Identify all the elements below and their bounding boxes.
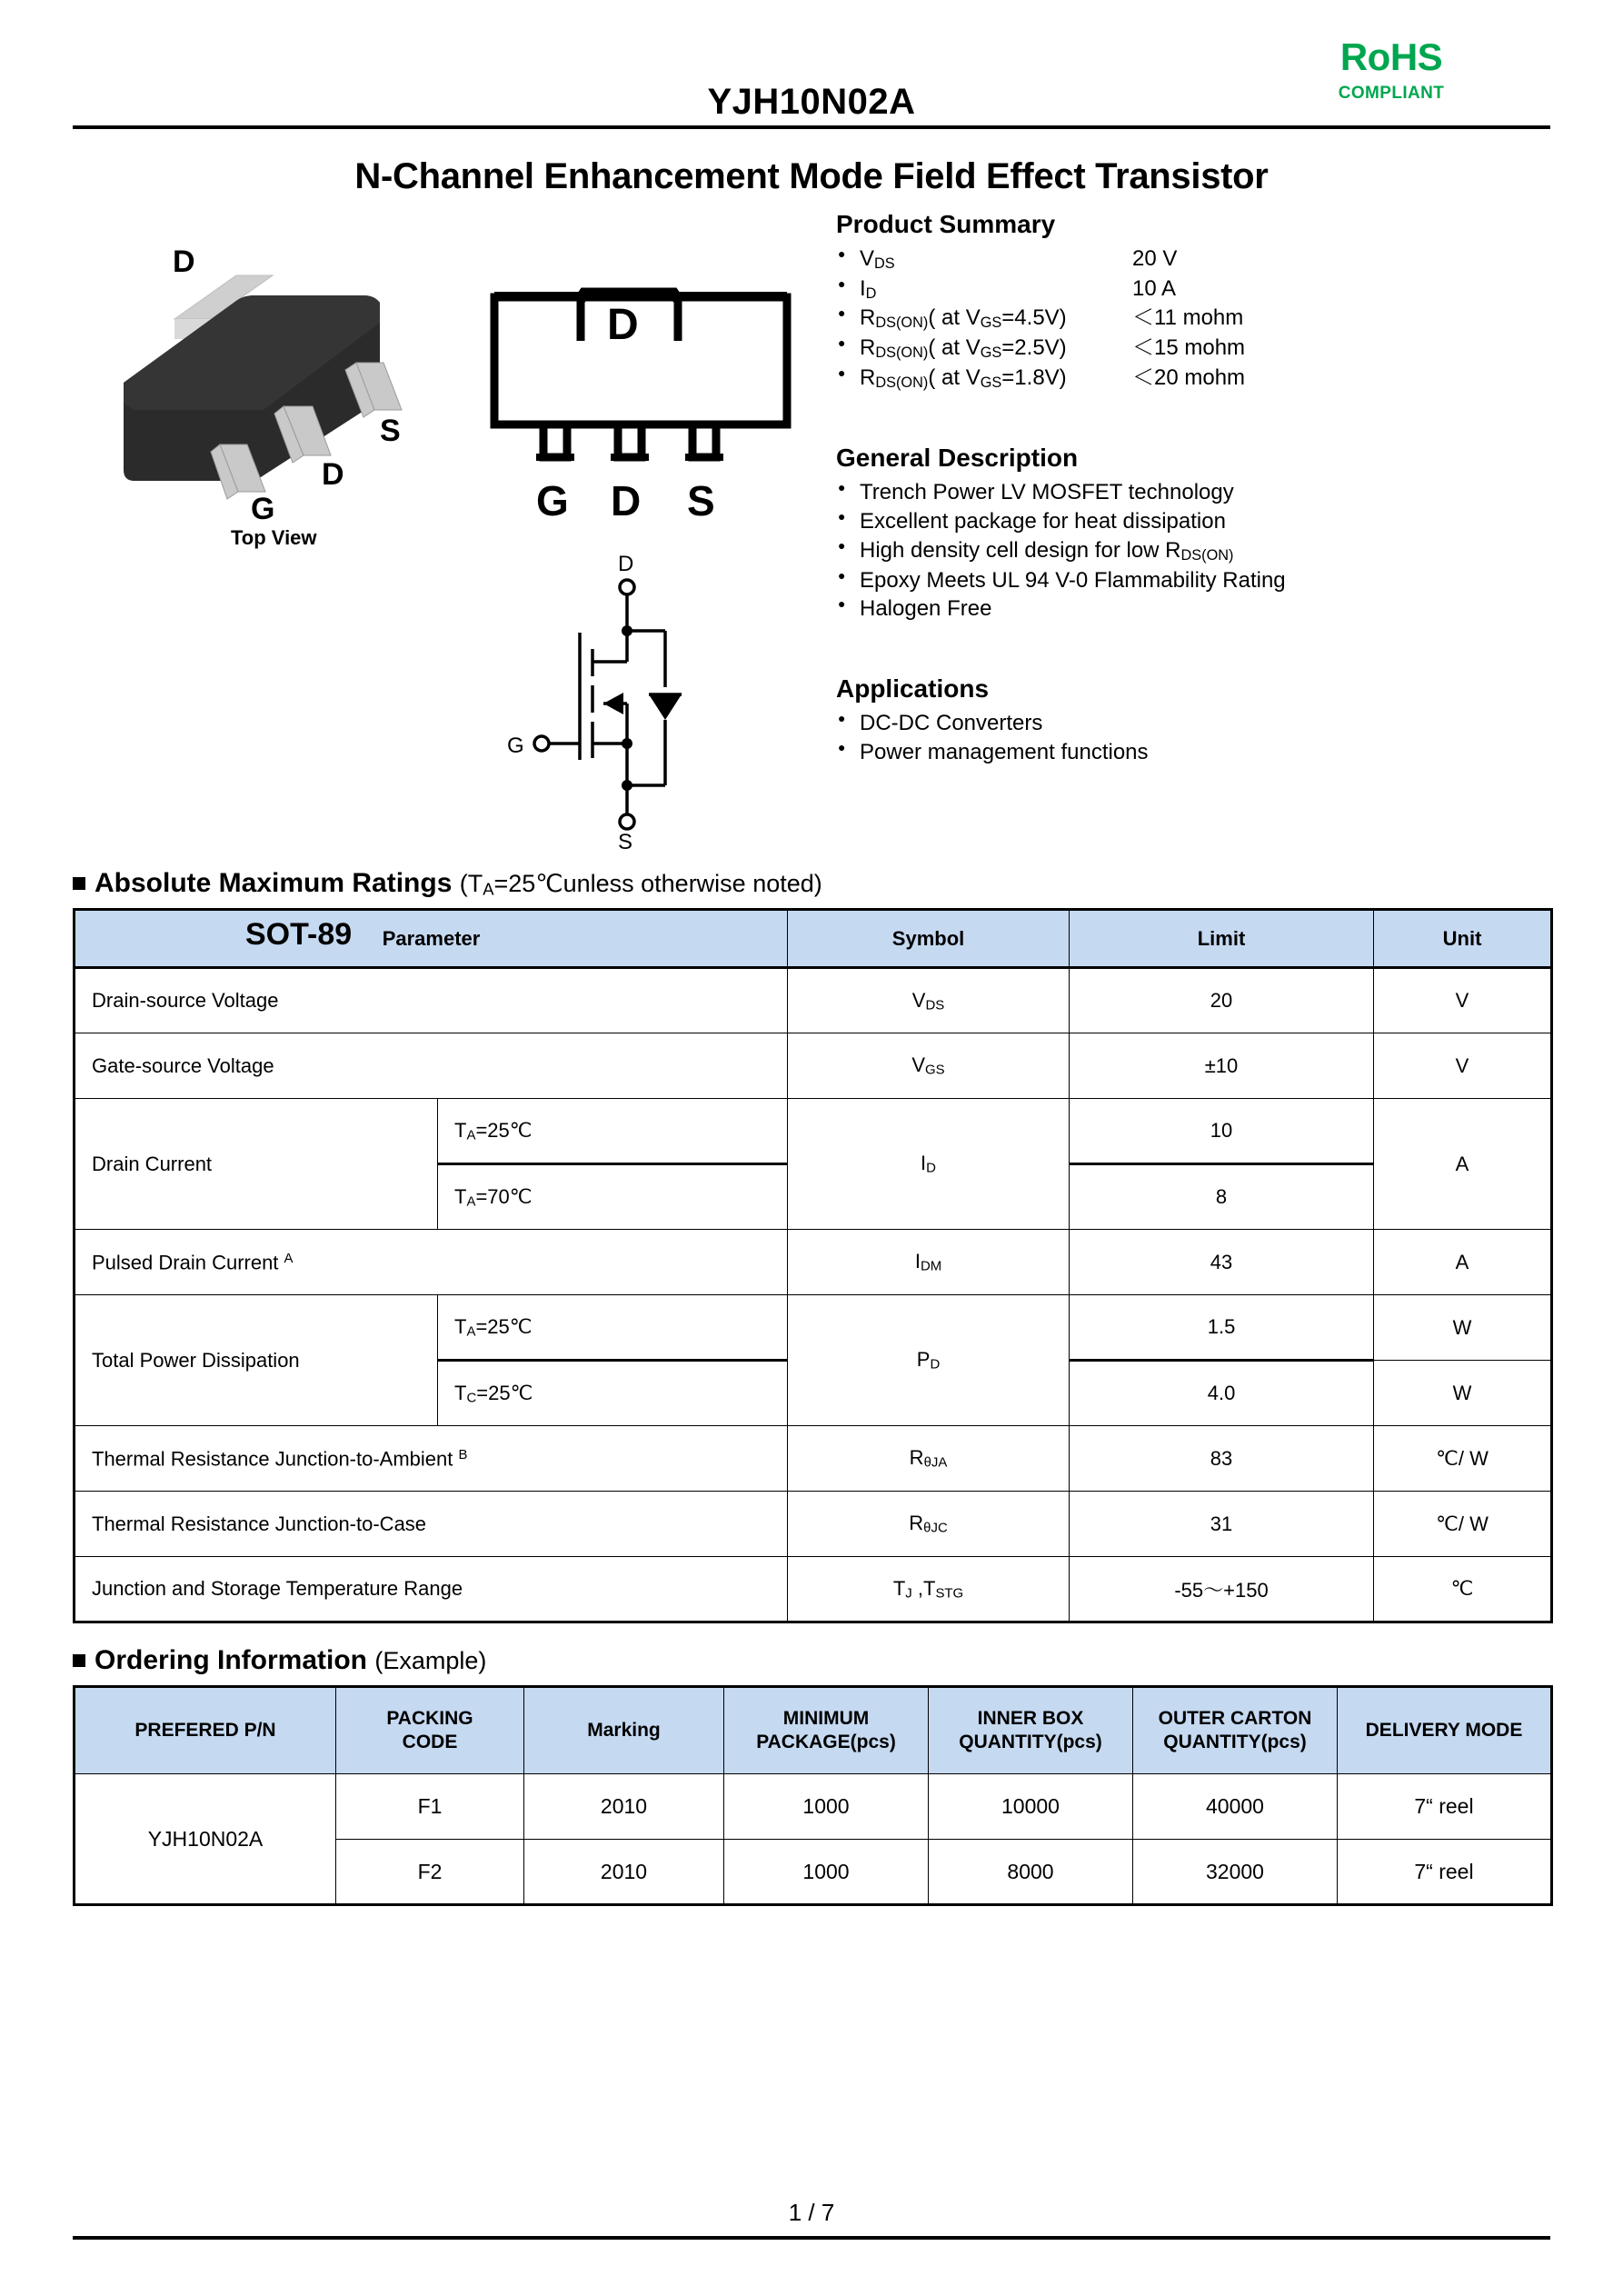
column-header-prefered-pn: PREFERED P/N: [75, 1687, 336, 1774]
table-row: [75, 1492, 1552, 1557]
list-item: ● High density cell design for low $R_{DS(ON)}$: [836, 536, 1545, 566]
svg-text:G: G: [251, 492, 275, 526]
cell-limit: ±10: [1070, 1033, 1374, 1099]
ordering-information-heading: [73, 1645, 1550, 1676]
cell-limit: 4.0: [1070, 1361, 1374, 1426]
cell-parameter: Drain Current: [75, 1099, 438, 1230]
cell-marking: 2010: [524, 1840, 724, 1905]
cell-unit: A: [1374, 1099, 1552, 1230]
cell-packing-code: F2: [336, 1840, 524, 1905]
page-number: 1 / 7: [788, 2199, 835, 2226]
absolute-maximum-ratings-table: [73, 908, 1553, 1623]
cell-unit: A: [1374, 1230, 1552, 1295]
summary-label: ● $R_{DS(ON)}$( at $V_{GS}=1.8V$): [860, 364, 1067, 391]
table-row: [75, 1033, 1552, 1099]
cell-unit: ℃: [1374, 1557, 1552, 1622]
list-item: ● DC-DC Converters: [836, 709, 1545, 738]
svg-text:G: G: [507, 734, 524, 758]
summary-value: ＜20 mohm: [1132, 364, 1246, 390]
cell-symbol: $I_D$: [788, 1099, 1070, 1230]
cell-minimum-package: 1000: [724, 1840, 929, 1905]
column-header-parameter: Parameter: [75, 910, 788, 968]
cell-parameter: Drain-source Voltage: [75, 968, 788, 1033]
table-row: [75, 1295, 1552, 1361]
summary-value: 20 V: [1132, 246, 1178, 271]
cell-symbol: $R_{\theta JA}$: [788, 1426, 1070, 1492]
ordering-information-section: [73, 1645, 1550, 1906]
list-item: ● Excellent package for heat dissipation: [836, 507, 1545, 536]
heading-text: Ordering Information: [95, 1645, 367, 1676]
cell-limit: -55～+150: [1070, 1557, 1374, 1622]
cell-unit: V: [1374, 968, 1552, 1033]
mosfet-symbol-graphic: [482, 542, 782, 851]
list-item: ● Trench Power LV MOSFET technology: [836, 478, 1545, 507]
cell-condition: $T_A=70℃$: [438, 1164, 788, 1230]
rohs-compliant-label: COMPLIANT: [1338, 84, 1445, 103]
svg-text:D: D: [618, 552, 634, 576]
column-header-delivery-mode: DELIVERY MODE: [1338, 1687, 1552, 1774]
cell-symbol: $R_{\theta JC}$: [788, 1492, 1070, 1557]
page-title: N-Channel Enhancement Mode Field Effect Transistor: [354, 156, 1269, 196]
cell-condition: $T_C=25℃$: [438, 1361, 788, 1426]
specs-column: [836, 210, 1545, 767]
cell-symbol: $I_{DM}$: [788, 1230, 1070, 1295]
cell-part-number: YJH10N02A: [75, 1774, 336, 1905]
cell-inner-box: 8000: [929, 1840, 1133, 1905]
svg-text:D: D: [173, 245, 195, 279]
column-header-minimum-package: MINIMUM PACKAGE(pcs): [724, 1687, 929, 1774]
cell-limit: 31: [1070, 1492, 1374, 1557]
header-divider: [73, 125, 1550, 129]
table-row: [75, 1099, 1552, 1164]
column-header-outer-carton: OUTER CARTON QUANTITY(pcs): [1133, 1687, 1338, 1774]
mosfet-schematic-symbol: [482, 542, 782, 851]
summary-value: ＜15 mohm: [1132, 334, 1246, 360]
svg-text:Top View: Top View: [231, 526, 317, 549]
product-summary-heading: Product Summary: [836, 210, 1056, 238]
list-item: [836, 304, 1545, 334]
page-footer: [73, 2199, 1550, 2240]
applications-heading: Applications: [836, 674, 990, 704]
table-row: [75, 1774, 1552, 1840]
product-summary-list: [836, 245, 1545, 393]
absolute-maximum-ratings-heading: [73, 868, 1550, 899]
sot89-package-illustration: [91, 228, 473, 555]
ordering-information-table: [73, 1685, 1553, 1906]
cell-limit: 20: [1070, 968, 1374, 1033]
cell-limit: 1.5: [1070, 1295, 1374, 1361]
summary-label: ● $I_D$: [860, 275, 877, 302]
list-item: [836, 275, 1545, 304]
page-header: [73, 0, 1550, 122]
cell-parameter: Total Power Dissipation: [75, 1295, 438, 1426]
cell-symbol: $P_D$: [788, 1295, 1070, 1426]
rohs-label: RoHS: [1339, 35, 1443, 78]
heading-note: ($T_A=25℃unless$ otherwise noted): [459, 870, 822, 899]
summary-label: ● $R_{DS(ON)}$( at $V_{GS}=2.5V$): [860, 334, 1067, 361]
package-name-label: SOT-89: [245, 917, 353, 952]
footer-divider: [73, 2236, 1550, 2240]
list-item: [836, 364, 1545, 394]
column-header-unit: Unit: [1374, 910, 1552, 968]
column-header-packing-code: PACKING CODE: [336, 1687, 524, 1774]
list-item: ● Halogen Free: [836, 594, 1545, 624]
table-row: [75, 968, 1552, 1033]
column-header-limit: Limit: [1070, 910, 1374, 968]
heading-note: (Example): [374, 1647, 487, 1675]
package-photo: [91, 228, 473, 555]
summary-value: 10 A: [1132, 275, 1177, 301]
column-header-inner-box: INNER BOX QUANTITY(pcs): [929, 1687, 1133, 1774]
column-header-marking: Marking: [524, 1687, 724, 1774]
svg-text:S: S: [618, 830, 633, 851]
cell-parameter: Gate-source Voltage: [75, 1033, 788, 1099]
part-number-title: YJH10N02A: [707, 82, 916, 122]
table-row: [75, 1557, 1552, 1622]
cell-unit: ℃/ W: [1374, 1492, 1552, 1557]
list-item: [836, 245, 1545, 275]
cell-limit: 83: [1070, 1426, 1374, 1492]
cell-parameter: Thermal Resistance Junction-to-Ambient $^B$: [75, 1426, 788, 1492]
cell-outer-carton: 32000: [1133, 1840, 1338, 1905]
svg-text:S: S: [687, 477, 715, 524]
cell-parameter: Thermal Resistance Junction-to-Case: [75, 1492, 788, 1557]
svg-text:G: G: [536, 477, 569, 524]
cell-symbol: $V_{DS}$: [788, 968, 1070, 1033]
list-item: ● Power management functions: [836, 738, 1545, 767]
table-row: [75, 1230, 1552, 1295]
rohs-badge: [1287, 35, 1496, 104]
svg-text:S: S: [380, 414, 401, 448]
summary-label: ● $V_{DS}$: [860, 246, 895, 272]
general-description-list: [836, 478, 1545, 624]
cell-minimum-package: 1000: [724, 1774, 929, 1840]
cell-marking: 2010: [524, 1774, 724, 1840]
cell-condition: $T_A=25℃$: [438, 1099, 788, 1164]
cell-unit: W: [1374, 1295, 1552, 1361]
cell-outer-carton: 40000: [1133, 1774, 1338, 1840]
summary-value: ＜11 mohm: [1132, 305, 1244, 331]
bullet-square-icon: [73, 1654, 85, 1667]
applications-list: [836, 709, 1545, 767]
table-row: [75, 1426, 1552, 1492]
package-pinout-diagram: [473, 232, 809, 532]
heading-text: Absolute Maximum Ratings: [95, 868, 453, 898]
general-description-heading: General Description: [836, 444, 1079, 473]
cell-packing-code: F1: [336, 1774, 524, 1840]
cell-delivery-mode: 7“ reel: [1338, 1840, 1552, 1905]
cell-symbol: $T_J$ $,T_{STG}$: [788, 1557, 1070, 1622]
cell-parameter: Pulsed Drain Current $^A$: [75, 1230, 788, 1295]
column-header-symbol: Symbol: [788, 910, 1070, 968]
summary-label: ● $R_{DS(ON)}$( at $V_{GS}=4.5V$): [860, 305, 1067, 332]
cell-limit: 43: [1070, 1230, 1374, 1295]
pinout-outline: [473, 232, 809, 532]
cell-limit: 8: [1070, 1164, 1374, 1230]
svg-text:D: D: [611, 477, 642, 524]
table-header-row: [75, 1687, 1552, 1774]
svg-text:D: D: [322, 457, 344, 492]
cell-inner-box: 10000: [929, 1774, 1133, 1840]
cell-unit: ℃/ W: [1374, 1426, 1552, 1492]
cell-unit: W: [1374, 1361, 1552, 1426]
list-item: [836, 334, 1545, 364]
absolute-maximum-ratings-section: [73, 868, 1550, 1623]
cell-parameter: Junction and Storage Temperature Range: [75, 1557, 788, 1622]
list-item: ● Epoxy Meets UL 94 V-0 Flammability Rating: [836, 566, 1545, 595]
cell-limit: 10: [1070, 1099, 1374, 1164]
cell-unit: V: [1374, 1033, 1552, 1099]
bullet-square-icon: [73, 877, 85, 890]
cell-delivery-mode: 7“ reel: [1338, 1774, 1552, 1840]
cell-symbol: $V_{GS}$: [788, 1033, 1070, 1099]
cell-condition: $T_A=25℃$: [438, 1295, 788, 1361]
svg-text:D: D: [607, 301, 639, 349]
